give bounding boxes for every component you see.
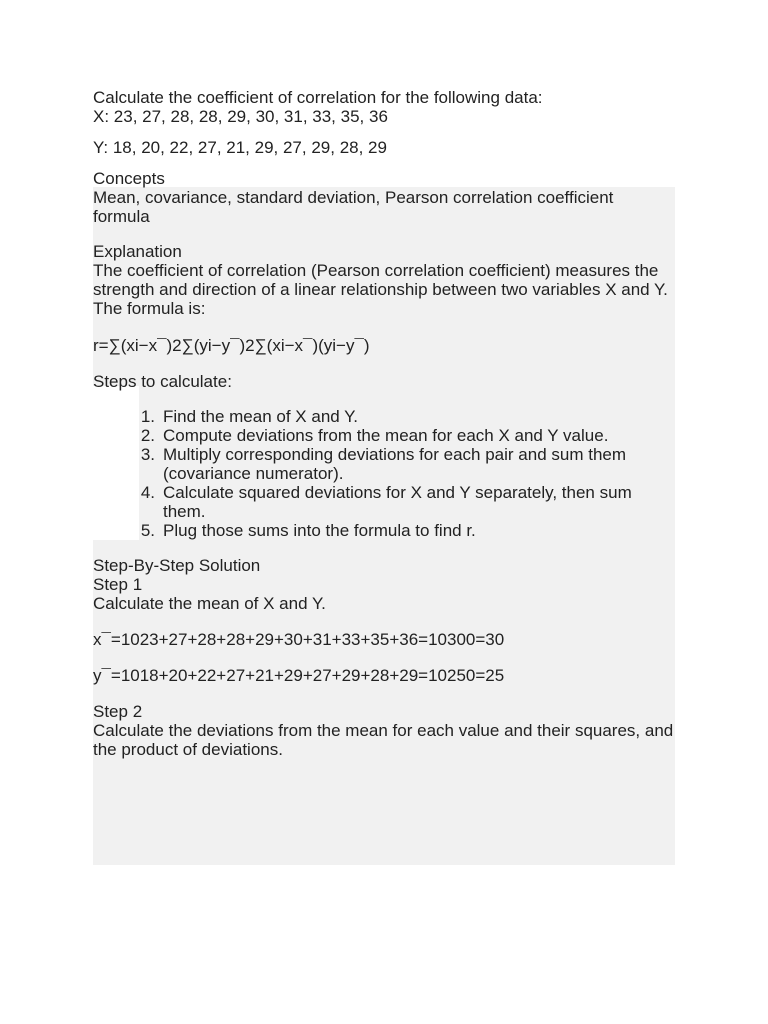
step-text: Find the mean of X and Y. <box>163 407 359 426</box>
concepts-heading: Concepts <box>93 169 165 188</box>
x-mean-formula: x¯=1023+27+28+28+29+30+31+33+35+36=10300=30 <box>93 630 505 649</box>
step-number: 3. <box>140 445 155 464</box>
step-text: Compute deviations from the mean for each X and Y value. <box>163 426 609 445</box>
list-item <box>93 483 653 521</box>
step-number: 5. <box>140 521 155 540</box>
step1-text: Calculate the mean of X and Y. <box>93 594 326 613</box>
step-number: 1. <box>140 407 155 426</box>
step-text: Plug those sums into the formula to find r. <box>163 521 476 540</box>
x-values: X: 23, 27, 28, 28, 29, 30, 31, 33, 35, 36 <box>93 107 388 126</box>
correlation-formula: r=∑(xi−x¯)2∑(yi−y¯)2∑(xi−x¯)(yi−y¯) <box>93 336 370 355</box>
steps-list <box>93 407 675 540</box>
step-text: Multiply corresponding deviations for each pair and sum them (covariance numerator). <box>163 445 627 483</box>
list-item <box>93 521 653 540</box>
explanation-text: The coefficient of correlation (Pearson correlation coefficient) measures the strength and direction of a linear relationship between two variables X and Y. The formula is: <box>93 261 668 318</box>
solution-heading: Step-By-Step Solution <box>93 556 261 575</box>
question-line: Calculate the coefficient of correlation for the following data: <box>93 88 543 107</box>
list-item <box>93 407 653 426</box>
y-mean-formula: y¯=1018+20+22+27+21+29+27+29+28+29=10250=25 <box>93 666 505 685</box>
steps-intro: Steps to calculate: <box>93 372 232 391</box>
step-text: Calculate squared deviations for X and Y separately, then sum them. <box>163 483 632 521</box>
explanation-heading: Explanation <box>93 242 182 261</box>
step-number: 2. <box>140 426 155 445</box>
step-number: 4. <box>140 483 155 502</box>
step2-title: Step 2 <box>93 702 143 721</box>
concepts-text: Mean, covariance, standard deviation, Pearson correlation coefficient formula <box>93 188 614 226</box>
list-item <box>93 445 653 483</box>
step1-title: Step 1 <box>93 575 143 594</box>
y-values: Y: 18, 20, 22, 27, 21, 29, 27, 29, 28, 29 <box>93 138 387 157</box>
list-item <box>93 426 653 445</box>
step2-text: Calculate the deviations from the mean for each value and their squares, and the product of deviations. <box>93 721 674 759</box>
